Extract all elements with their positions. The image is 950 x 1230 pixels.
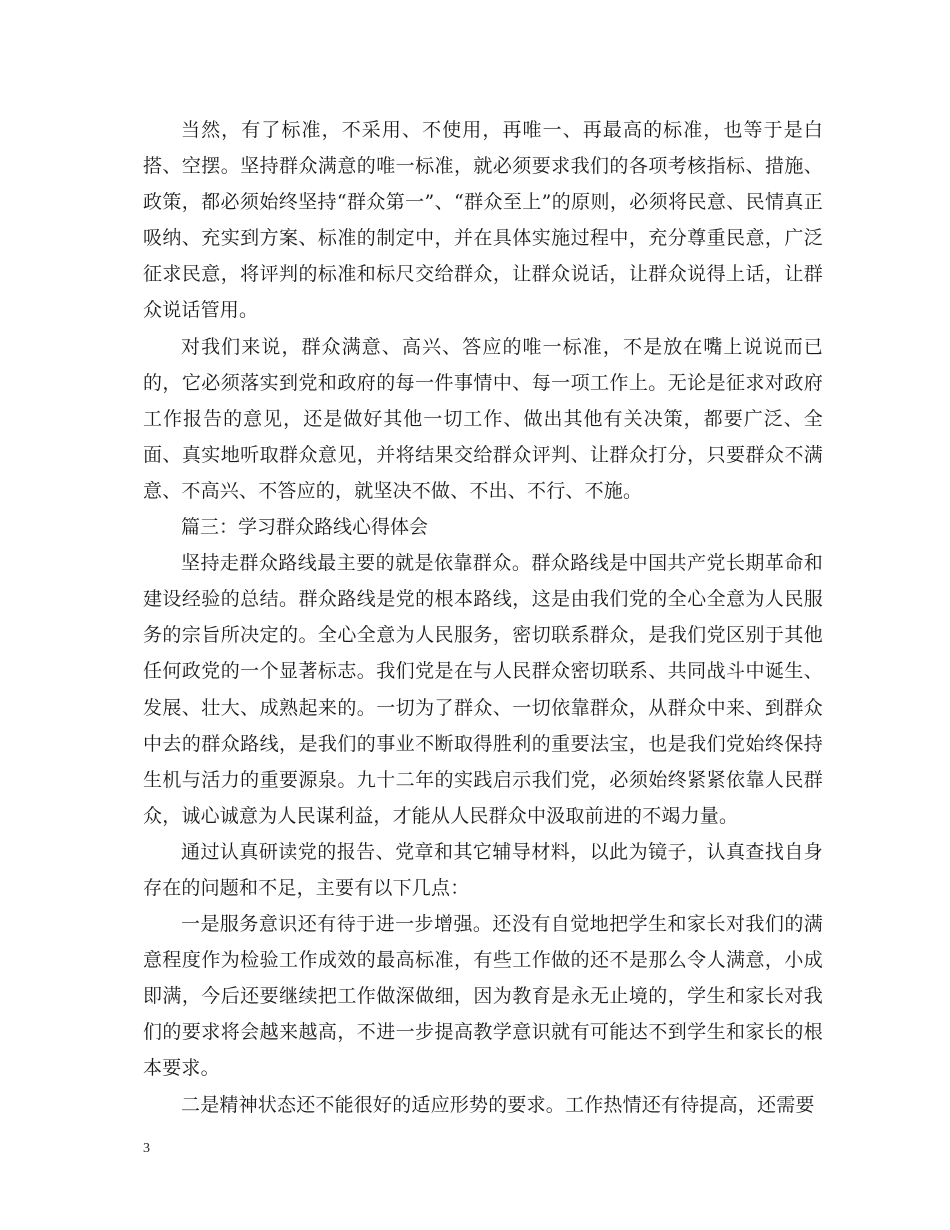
paragraph: 对我们来说，群众满意、高兴、答应的唯一标准，不是放在嘴上说说而已的，它必须落实到党和政府的每一件事情中、每一项工作上。无论是征求对政府工作报告的意见，还是做好其他一切工作、做出其他有关决策，都要广泛、全面、真实地听取群众意见，并将结果交给群众评判、让群众打分，只要群众不满意、不高兴、不答应的，就坚决不做、不出、不行、不施。 bbox=[143, 335, 823, 502]
paragraph: 二是精神状态还不能很好的适应形势的要求。工作热情还有待提高，还需要 bbox=[181, 1093, 815, 1116]
paragraph: 当然，有了标准，不采用、不使用，再唯一、再最高的标准，也等于是白搭、空摆。坚持群众满意的唯一标准，就必须要求我们的各项考核指标、措施、政策，都必须始终坚持“群众第一”、“群众至上”的原则，必须将民意、民情真正吸纳、充实到方案、标准的制定中，并在具体实施过程中，充分尊重民意，广泛征求民意，将评判的标准和标尺交给群众，让群众说话，让群众说得上话，让群众说话管用。 bbox=[143, 119, 823, 322]
document-body bbox=[143, 112, 823, 1123]
section-heading: 篇三：学习群众路线心得体会 bbox=[181, 516, 429, 539]
paragraph: 一是服务意识还有待于进一步增强。还没有自觉地把学生和家长对我们的满意程度作为检验工作成效的最高标准，有些工作做的还不是那么令人满意，小成即满，今后还要继续把工作做深做细，因为教育是永无止境的，学生和家长对我们的要求将会越来越高，不进一步提高教学意识就有可能达不到学生和家长的根本要求。 bbox=[143, 913, 823, 1080]
paragraph: 坚持走群众路线最主要的就是依靠群众。群众路线是中国共产党长期革命和建设经验的总结。群众路线是党的根本路线，这是由我们党的全心全意为人民服务的宗旨所决定的。全心全意为人民服务，密切联系群众，是我们党区别于其他任何政党的一个显著标志。我们党是在与人民群众密切联系、共同战斗中诞生、发展、壮大、成熟起来的。一切为了群众、一切依靠群众，从群众中来、到群众中去的群众路线，是我们的事业不断取得胜利的重要法宝，也是我们党始终保持生机与活力的重要源泉。九十二年的实践启示我们党，必须始终紧紧依靠人民群众，诚心诚意为人民谋利益，才能从人民群众中汲取前进的不竭力量。 bbox=[143, 552, 823, 827]
paragraph: 通过认真研读党的报告、党章和其它辅导材料，以此为镜子，认真查找自身存在的问题和不足，主要有以下几点： bbox=[143, 840, 823, 899]
page-number: 3 bbox=[143, 1141, 150, 1156]
